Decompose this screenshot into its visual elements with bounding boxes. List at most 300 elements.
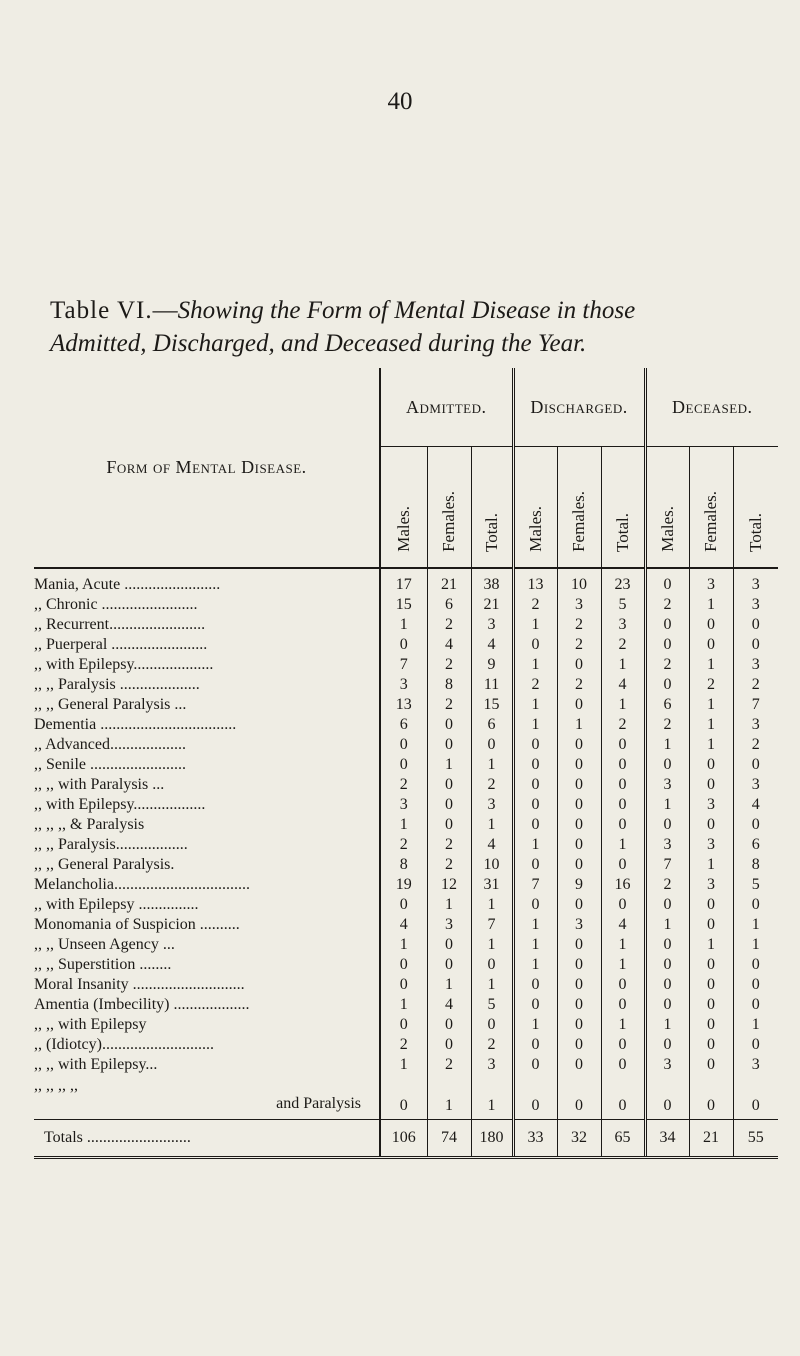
row-value: 21 (471, 595, 513, 615)
table-row (34, 655, 778, 675)
row-value: 1 (399, 616, 408, 633)
row-value: 3 (399, 796, 408, 813)
row-value: 0 (427, 775, 471, 795)
row-value: 2 (645, 715, 689, 735)
row-value: 0 (645, 675, 689, 695)
row-value: 1 (601, 655, 645, 675)
row-value: 3 (733, 715, 778, 735)
row-value: 0 (427, 795, 471, 815)
row-value: 1 (471, 895, 513, 915)
row-value: 0 (557, 935, 601, 955)
row-value: 3 (689, 835, 733, 855)
row-value: 23 (601, 568, 645, 595)
row-value: 38 (471, 568, 513, 595)
table-row (34, 815, 778, 835)
row-value: 2 (427, 835, 471, 855)
row-value: 1 (513, 955, 557, 975)
row-label (34, 1075, 380, 1120)
row-value: 0 (557, 895, 601, 915)
row-value: 0 (733, 815, 778, 835)
row-value: 3 (733, 568, 778, 595)
row-value: 1 (601, 935, 645, 955)
row-value: 1 (645, 915, 689, 935)
table-row (34, 935, 778, 955)
row-value: 0 (689, 975, 733, 995)
row-value: 0 (513, 995, 557, 1015)
discharged-females-header: Females. (557, 447, 601, 569)
row-label: ,, ,, Paralysis.................. (34, 835, 380, 855)
row-value: 0 (733, 1075, 778, 1120)
row-label: ,, ,, Unseen Agency ... (34, 935, 380, 955)
table-row (34, 615, 778, 635)
row-value: 0 (645, 615, 689, 635)
row-label: ,, ,, with Epilepsy (34, 1015, 380, 1035)
row-value: 0 (645, 995, 689, 1015)
table-row (34, 735, 778, 755)
row-value: 3 (557, 595, 601, 615)
row-value: 0 (601, 1075, 645, 1120)
row-value: 1 (399, 996, 408, 1013)
row-value: 0 (689, 1075, 733, 1120)
table-row (34, 775, 778, 795)
row-value: 0 (733, 895, 778, 915)
row-value: 2 (601, 715, 645, 735)
row-value: 5 (471, 995, 513, 1015)
row-value: 1 (427, 975, 471, 995)
deceased-males-header: Males. (645, 447, 689, 569)
row-value: 0 (601, 1055, 645, 1075)
row-value: 1 (471, 1075, 513, 1120)
row-value: 0 (557, 735, 601, 755)
row-value: 3 (689, 875, 733, 895)
row-value: 3 (427, 915, 471, 935)
row-label: Dementia .................................. (34, 715, 380, 735)
row-value: 1 (689, 935, 733, 955)
row-label: ,, Chronic ........................ (34, 595, 380, 615)
row-value: 0 (733, 995, 778, 1015)
row-value: 8 (733, 855, 778, 875)
row-value: 7 (645, 855, 689, 875)
row-value: 2 (427, 695, 471, 715)
row-value: 2 (557, 615, 601, 635)
row-value: 0 (513, 755, 557, 775)
row-label: ,, Puerperal ........................ (34, 635, 380, 655)
row-value: 5 (601, 595, 645, 615)
row-label: Monomania of Suspicion .......... (34, 915, 380, 935)
row-value: 0 (689, 995, 733, 1015)
row-value: 0 (601, 735, 645, 755)
row-label: ,, ,, with Epilepsy... (34, 1055, 380, 1075)
row-value: 0 (557, 855, 601, 875)
table-row (34, 595, 778, 615)
row-value: 0 (645, 1075, 689, 1120)
row-value: 1 (733, 915, 778, 935)
totals-value: 55 (733, 1120, 778, 1158)
row-value: 4 (471, 835, 513, 855)
row-value: 6 (399, 716, 408, 733)
row-value: 1 (513, 715, 557, 735)
row-value: 1 (399, 936, 408, 953)
row-value: 1 (601, 955, 645, 975)
row-value: 1 (513, 695, 557, 715)
row-label: ,, ,, with Paralysis ... (34, 775, 380, 795)
admitted-males-header: Males. (380, 447, 427, 569)
admitted-total-header: Total. (471, 447, 513, 569)
row-value: 4 (427, 635, 471, 655)
row-value: 0 (557, 655, 601, 675)
row-label: ,, Senile ........................ (34, 755, 380, 775)
row-label: ,, ,, Paralysis .................... (34, 675, 380, 695)
row-value: 0 (513, 795, 557, 815)
row-value: 0 (733, 615, 778, 635)
row-value: 2 (689, 675, 733, 695)
row-value: 0 (399, 1097, 408, 1114)
row-value: 1 (399, 1056, 408, 1073)
admitted-header: Admitted. (380, 368, 513, 447)
row-value: 0 (513, 1075, 557, 1120)
row-value: 10 (471, 855, 513, 875)
row-value: 7 (513, 875, 557, 895)
row-value: 0 (601, 795, 645, 815)
form-of-disease-header: Form of Mental Disease. (34, 368, 380, 568)
row-value: 1 (557, 715, 601, 735)
row-value: 1 (513, 1015, 557, 1035)
row-value: 2 (733, 675, 778, 695)
row-value: 31 (471, 875, 513, 895)
row-label: ,, ,, ,, & Paralysis (34, 815, 380, 835)
row-value: 3 (471, 615, 513, 635)
row-value: 0 (689, 1015, 733, 1035)
row-value: 0 (399, 756, 408, 773)
row-value: 0 (513, 895, 557, 915)
row-value: 2 (645, 875, 689, 895)
row-value: 13 (395, 696, 412, 713)
row-label: Melancholia.................................. (34, 875, 380, 895)
deceased-total-header: Total. (733, 447, 778, 569)
table-row (34, 855, 778, 875)
row-label: ,, ,, General Paralysis ... (34, 695, 380, 715)
row-value: 21 (427, 568, 471, 595)
totals-value: 34 (645, 1120, 689, 1158)
row-label: ,, (Idiotcy)............................ (34, 1035, 380, 1055)
row-value: 0 (645, 1035, 689, 1055)
row-value: 10 (557, 568, 601, 595)
row-value: 0 (645, 815, 689, 835)
row-value: 1 (513, 655, 557, 675)
row-value: 0 (427, 735, 471, 755)
table-row (34, 1015, 778, 1035)
row-value: 11 (471, 675, 513, 695)
row-value: 0 (689, 815, 733, 835)
row-value: 3 (733, 595, 778, 615)
row-value: 0 (689, 635, 733, 655)
row-value: 7 (399, 656, 408, 673)
totals-value: 21 (689, 1120, 733, 1158)
row-value: 1 (733, 1015, 778, 1035)
row-value: 0 (645, 975, 689, 995)
table-row (34, 755, 778, 775)
row-value: 6 (471, 715, 513, 735)
table-row (34, 875, 778, 895)
row-value: 0 (427, 1015, 471, 1035)
row-value: 1 (513, 615, 557, 635)
row-value: 3 (645, 775, 689, 795)
row-value: 3 (645, 1055, 689, 1075)
row-value: 12 (427, 875, 471, 895)
row-value: 6 (427, 595, 471, 615)
table-row (34, 715, 778, 735)
row-label: ,, Advanced................... (34, 735, 380, 755)
row-value: 0 (689, 1055, 733, 1075)
row-value: 0 (513, 775, 557, 795)
table-caption (50, 294, 770, 360)
totals-value: 180 (471, 1120, 513, 1158)
row-value: 4 (471, 635, 513, 655)
row-value: 1 (689, 735, 733, 755)
row-value: 3 (601, 615, 645, 635)
row-value: 1 (601, 695, 645, 715)
row-value: 0 (733, 755, 778, 775)
row-value: 0 (733, 635, 778, 655)
row-value: 1 (513, 835, 557, 855)
row-value: 1 (601, 835, 645, 855)
page-number: 40 (387, 88, 413, 115)
row-label-line2: and Paralysis (276, 1095, 361, 1112)
row-value: 1 (733, 935, 778, 955)
caption-title-line1: Showing the Form of Mental Disease in those (177, 297, 636, 324)
row-value: 0 (513, 1035, 557, 1055)
table-row (34, 695, 778, 715)
row-value: 2 (557, 675, 601, 695)
table-row (34, 895, 778, 915)
row-value: 13 (513, 568, 557, 595)
row-value: 2 (399, 836, 408, 853)
row-label-line1: ,, ,, ,, ,, (34, 1077, 78, 1094)
table-row (34, 915, 778, 935)
table-row (34, 995, 778, 1015)
row-value: 0 (601, 775, 645, 795)
row-value: 8 (399, 856, 408, 873)
totals-value: 33 (513, 1120, 557, 1158)
row-value: 0 (557, 835, 601, 855)
row-value: 0 (557, 815, 601, 835)
row-value: 3 (689, 795, 733, 815)
row-value: 0 (689, 755, 733, 775)
row-value: 2 (557, 635, 601, 655)
table-row (34, 568, 778, 595)
caption-title-line2: Admitted, Discharged, and Deceased during the Year. (50, 330, 587, 357)
table-row (34, 675, 778, 695)
row-value: 6 (645, 695, 689, 715)
mental-disease-table (34, 368, 778, 1159)
row-value: 0 (427, 1035, 471, 1055)
row-value: 1 (427, 895, 471, 915)
row-label: Moral Insanity ............................ (34, 975, 380, 995)
row-value: 0 (471, 955, 513, 975)
row-value: 1 (689, 715, 733, 735)
row-value: 0 (645, 635, 689, 655)
row-value: 1 (513, 915, 557, 935)
row-value: 0 (601, 815, 645, 835)
row-value: 0 (399, 976, 408, 993)
row-value: 4 (399, 916, 408, 933)
row-value: 0 (689, 895, 733, 915)
row-value: 3 (471, 1055, 513, 1075)
row-value: 0 (733, 1035, 778, 1055)
row-value: 1 (689, 855, 733, 875)
table-row (34, 1035, 778, 1055)
row-label: Mania, Acute ........................ (34, 568, 380, 595)
caption-dash: — (152, 297, 178, 324)
row-value: 0 (427, 935, 471, 955)
row-value: 0 (645, 755, 689, 775)
row-value: 0 (513, 855, 557, 875)
row-value: 0 (689, 1035, 733, 1055)
row-value: 0 (427, 715, 471, 735)
row-value: 1 (689, 695, 733, 715)
row-value: 0 (601, 995, 645, 1015)
row-value: 1 (689, 595, 733, 615)
row-value: 2 (427, 1055, 471, 1075)
row-value: 2 (513, 675, 557, 695)
row-value: 0 (645, 935, 689, 955)
row-value: 3 (733, 775, 778, 795)
row-value: 1 (471, 935, 513, 955)
table-row (34, 975, 778, 995)
row-value: 0 (513, 735, 557, 755)
row-value: 0 (557, 975, 601, 995)
table-number: Table VI. (50, 297, 153, 324)
row-value: 2 (645, 655, 689, 675)
table-row (34, 1055, 778, 1075)
row-value: 1 (471, 815, 513, 835)
totals-value: 106 (380, 1120, 427, 1158)
row-value: 1 (645, 1015, 689, 1035)
row-value: 0 (399, 896, 408, 913)
row-value: 0 (513, 635, 557, 655)
row-value: 9 (557, 875, 601, 895)
row-value: 1 (427, 1075, 471, 1120)
totals-label: Totals .......................... (34, 1120, 380, 1158)
row-value: 6 (733, 835, 778, 855)
row-label: ,, ,, Superstition ........ (34, 955, 380, 975)
row-value: 0 (557, 775, 601, 795)
row-value: 2 (399, 1036, 408, 1053)
admitted-females-header: Females. (427, 447, 471, 569)
totals-value: 32 (557, 1120, 601, 1158)
row-value: 0 (399, 636, 408, 653)
row-value: 0 (557, 1075, 601, 1120)
row-value: 0 (471, 1015, 513, 1035)
row-value: 0 (733, 975, 778, 995)
row-value: 2 (427, 855, 471, 875)
row-value: 0 (557, 695, 601, 715)
row-value: 2 (471, 775, 513, 795)
row-value: 1 (645, 795, 689, 815)
totals-row (34, 1120, 778, 1158)
discharged-males-header: Males. (513, 447, 557, 569)
row-value: 0 (645, 955, 689, 975)
row-value: 1 (513, 935, 557, 955)
row-value: 4 (601, 675, 645, 695)
row-value: 0 (689, 955, 733, 975)
row-value: 3 (471, 795, 513, 815)
row-value: 9 (471, 655, 513, 675)
row-value: 1 (471, 975, 513, 995)
row-value: 0 (399, 736, 408, 753)
row-label: ,, with Epilepsy ............... (34, 895, 380, 915)
row-value: 2 (399, 776, 408, 793)
row-value: 0 (601, 975, 645, 995)
row-value: 3 (733, 1055, 778, 1075)
row-value: 2 (733, 735, 778, 755)
row-value: 0 (601, 895, 645, 915)
row-value: 1 (471, 755, 513, 775)
row-value: 0 (645, 568, 689, 595)
table-row (34, 1075, 778, 1120)
row-value: 7 (733, 695, 778, 715)
row-value: 3 (733, 655, 778, 675)
row-label: ,, with Epilepsy.................... (34, 655, 380, 675)
row-value: 2 (427, 655, 471, 675)
table-row (34, 635, 778, 655)
row-label: ,, ,, General Paralysis. (34, 855, 380, 875)
row-value: 0 (557, 795, 601, 815)
deceased-header: Deceased. (645, 368, 778, 447)
row-value: 2 (601, 635, 645, 655)
row-value: 19 (395, 876, 412, 893)
row-value: 0 (513, 1055, 557, 1075)
row-value: 4 (733, 795, 778, 815)
row-value: 3 (645, 835, 689, 855)
table-row (34, 955, 778, 975)
row-value: 4 (601, 915, 645, 935)
row-value: 1 (399, 816, 408, 833)
row-value: 1 (427, 755, 471, 775)
deceased-females-header: Females. (689, 447, 733, 569)
row-label: Amentia (Imbecility) ................... (34, 995, 380, 1015)
row-value: 5 (733, 875, 778, 895)
row-value: 15 (471, 695, 513, 715)
row-label: ,, Recurrent........................ (34, 615, 380, 635)
row-value: 0 (557, 955, 601, 975)
row-value: 0 (399, 1016, 408, 1033)
row-value: 4 (427, 995, 471, 1015)
row-value: 1 (601, 1015, 645, 1035)
row-value: 0 (689, 915, 733, 935)
row-value: 3 (399, 676, 408, 693)
row-value: 17 (395, 576, 412, 593)
row-value: 0 (399, 956, 408, 973)
row-value: 0 (689, 775, 733, 795)
row-value: 3 (689, 568, 733, 595)
totals-value: 65 (601, 1120, 645, 1158)
row-value: 0 (557, 1035, 601, 1055)
totals-value: 74 (427, 1120, 471, 1158)
row-value: 0 (557, 995, 601, 1015)
row-value: 0 (471, 735, 513, 755)
row-value: 1 (645, 735, 689, 755)
discharged-header: Discharged. (513, 368, 645, 447)
row-value: 0 (733, 955, 778, 975)
row-value: 2 (471, 1035, 513, 1055)
row-value: 0 (427, 815, 471, 835)
row-value: 8 (427, 675, 471, 695)
row-value: 16 (601, 875, 645, 895)
row-value: 3 (557, 915, 601, 935)
row-value: 15 (395, 596, 412, 613)
row-value: 0 (513, 815, 557, 835)
